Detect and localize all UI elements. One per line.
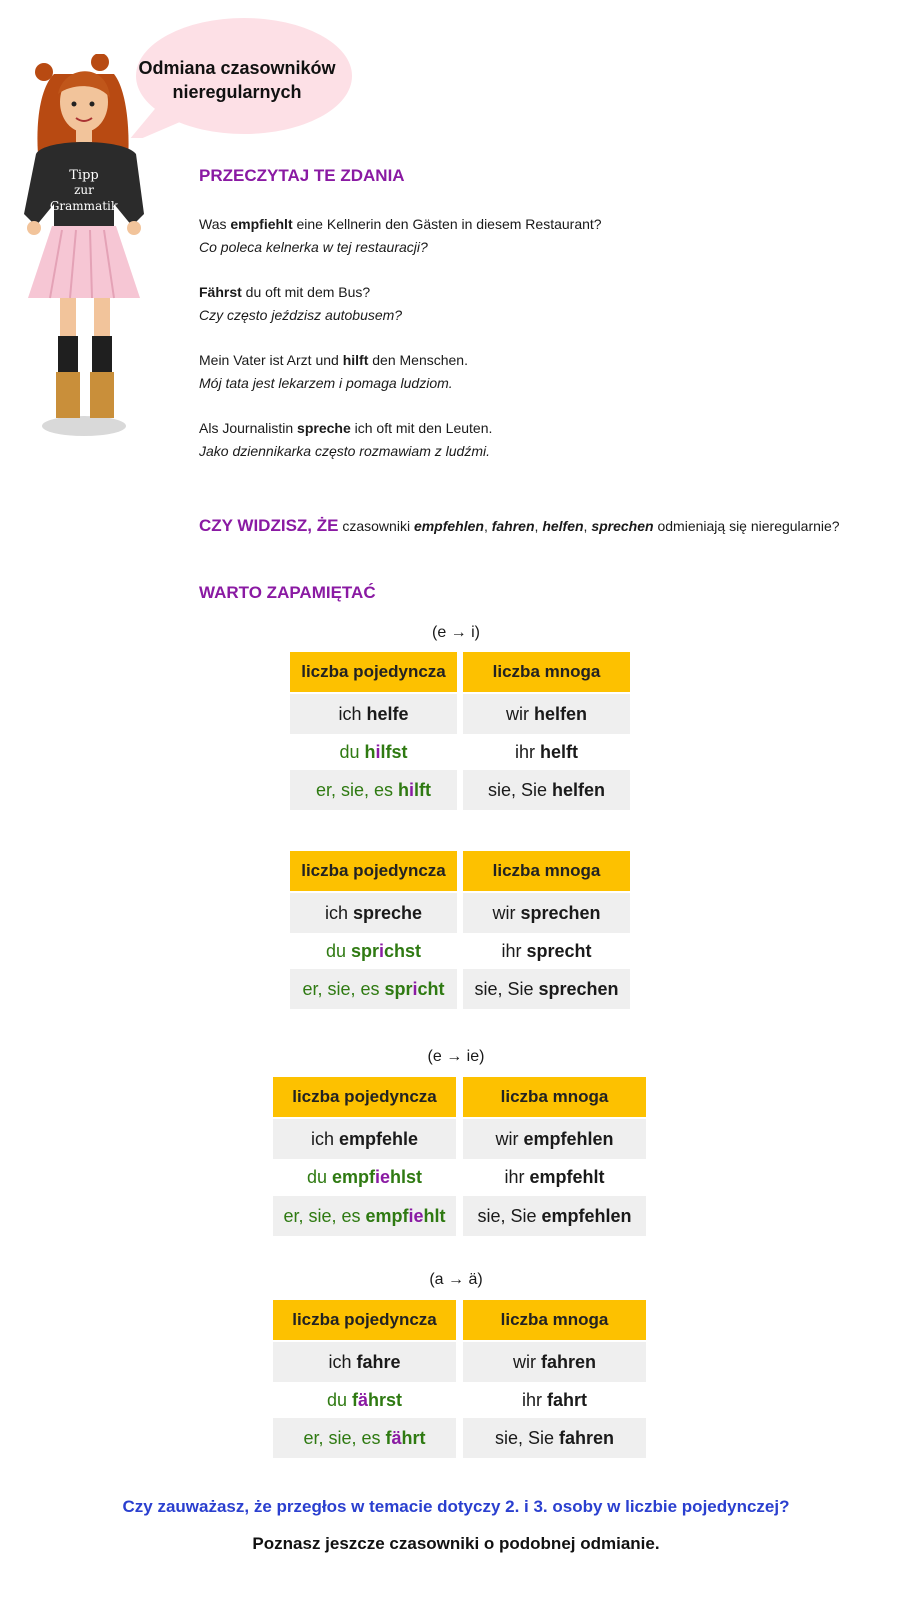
bubble-title: Odmiana czasowników nieregularnych: [138, 58, 336, 102]
empfehlen-er-sie-es: er, sie, es empfiehlt: [273, 1196, 456, 1236]
header-singular: liczba pojedyncza: [290, 652, 457, 692]
fahren-sie-Sie: sie, Sie fahren: [463, 1418, 646, 1458]
sentence-1: Was empfiehlt eine Kellnerin den Gästen in diesem Restaurant? Co poleca kelnerka w tej restauracji?: [199, 216, 602, 255]
sentence-4: Als Journalistin spreche ich oft mit den Leuten. Jako dziennikarka często rozmawiam z ludźmi.: [199, 420, 493, 459]
section-heading-read: PRZECZYTAJ TE ZDANIA: [199, 166, 405, 185]
rule-a-ae: (a → ä): [429, 1271, 483, 1288]
sprechen-du: du sprichst: [325, 941, 422, 961]
fahren-wir: wir fahren: [463, 1342, 646, 1382]
empfehlen-du: du empfiehlst: [306, 1167, 423, 1187]
empfehlen-wir: wir empfehlen: [463, 1119, 646, 1159]
sentence-3: Mein Vater ist Arzt und hilft den Menschen. Mój tata jest lekarzem i pomaga ludziom.: [199, 352, 468, 391]
header-singular: liczba pojedyncza: [273, 1300, 456, 1340]
footer-question: Czy zauważasz, że przegłos w temacie dotyczy 2. i 3. osoby w liczbie pojedynczej?: [122, 1497, 790, 1516]
svg-text:zur: zur: [74, 183, 94, 197]
sprechen-er-sie-es: er, sie, es spricht: [290, 969, 457, 1009]
helfen-ihr: ihr helft: [514, 742, 578, 762]
fahren-ihr: ihr fahrt: [521, 1390, 587, 1410]
sprechen-ihr: ihr sprecht: [501, 941, 592, 961]
sprechen-ich: ich spreche: [290, 893, 457, 933]
helfen-wir: wir helfen: [463, 694, 630, 734]
girl-illustration: [14, 54, 164, 444]
sprechen-wir: wir sprechen: [463, 893, 630, 933]
footer-note: Poznasz jeszcze czasowniki o podobnej odmianie.: [252, 1534, 660, 1553]
fahren-er-sie-es: er, sie, es fährt: [273, 1418, 456, 1458]
header-singular: liczba pojedyncza: [273, 1077, 456, 1117]
empfehlen-ich: ich empfehle: [273, 1119, 456, 1159]
header-plural: liczba mnoga: [463, 1300, 646, 1340]
svg-text:Tipp: Tipp: [69, 168, 99, 183]
sprechen-sie-Sie: sie, Sie sprechen: [463, 969, 630, 1009]
rule-e-ie: (e → ie): [427, 1048, 485, 1065]
empfehlen-sie-Sie: sie, Sie empfehlen: [463, 1196, 646, 1236]
sentence-2: Fährst du oft mit dem Bus? Czy często jeździsz autobusem?: [199, 284, 403, 323]
section-heading-remember: WARTO ZAPAMIĘTAĆ: [199, 583, 376, 602]
header-singular: liczba pojedyncza: [290, 851, 457, 891]
fahren-du: du fährst: [326, 1390, 403, 1410]
svg-text:Grammatik: Grammatik: [49, 199, 119, 213]
header-plural: liczba mnoga: [463, 1077, 646, 1117]
helfen-ich: ich helfe: [290, 694, 457, 734]
helfen-sie-Sie: sie, Sie helfen: [463, 770, 630, 810]
rule-e-i: (e → i): [432, 624, 480, 641]
header-plural: liczba mnoga: [463, 851, 630, 891]
helfen-du: du hilfst: [339, 742, 408, 762]
empfehlen-ihr: ihr empfehlt: [504, 1167, 605, 1187]
helfen-er-sie-es: er, sie, es hilft: [290, 770, 457, 810]
header-plural: liczba mnoga: [463, 652, 630, 692]
fahren-ich: ich fahre: [273, 1342, 456, 1382]
question-line: CZY WIDZISZ, ŻE czasowniki empfehlen, fahren, helfen, sprechen odmieniają się nieregularnie?: [199, 516, 840, 535]
